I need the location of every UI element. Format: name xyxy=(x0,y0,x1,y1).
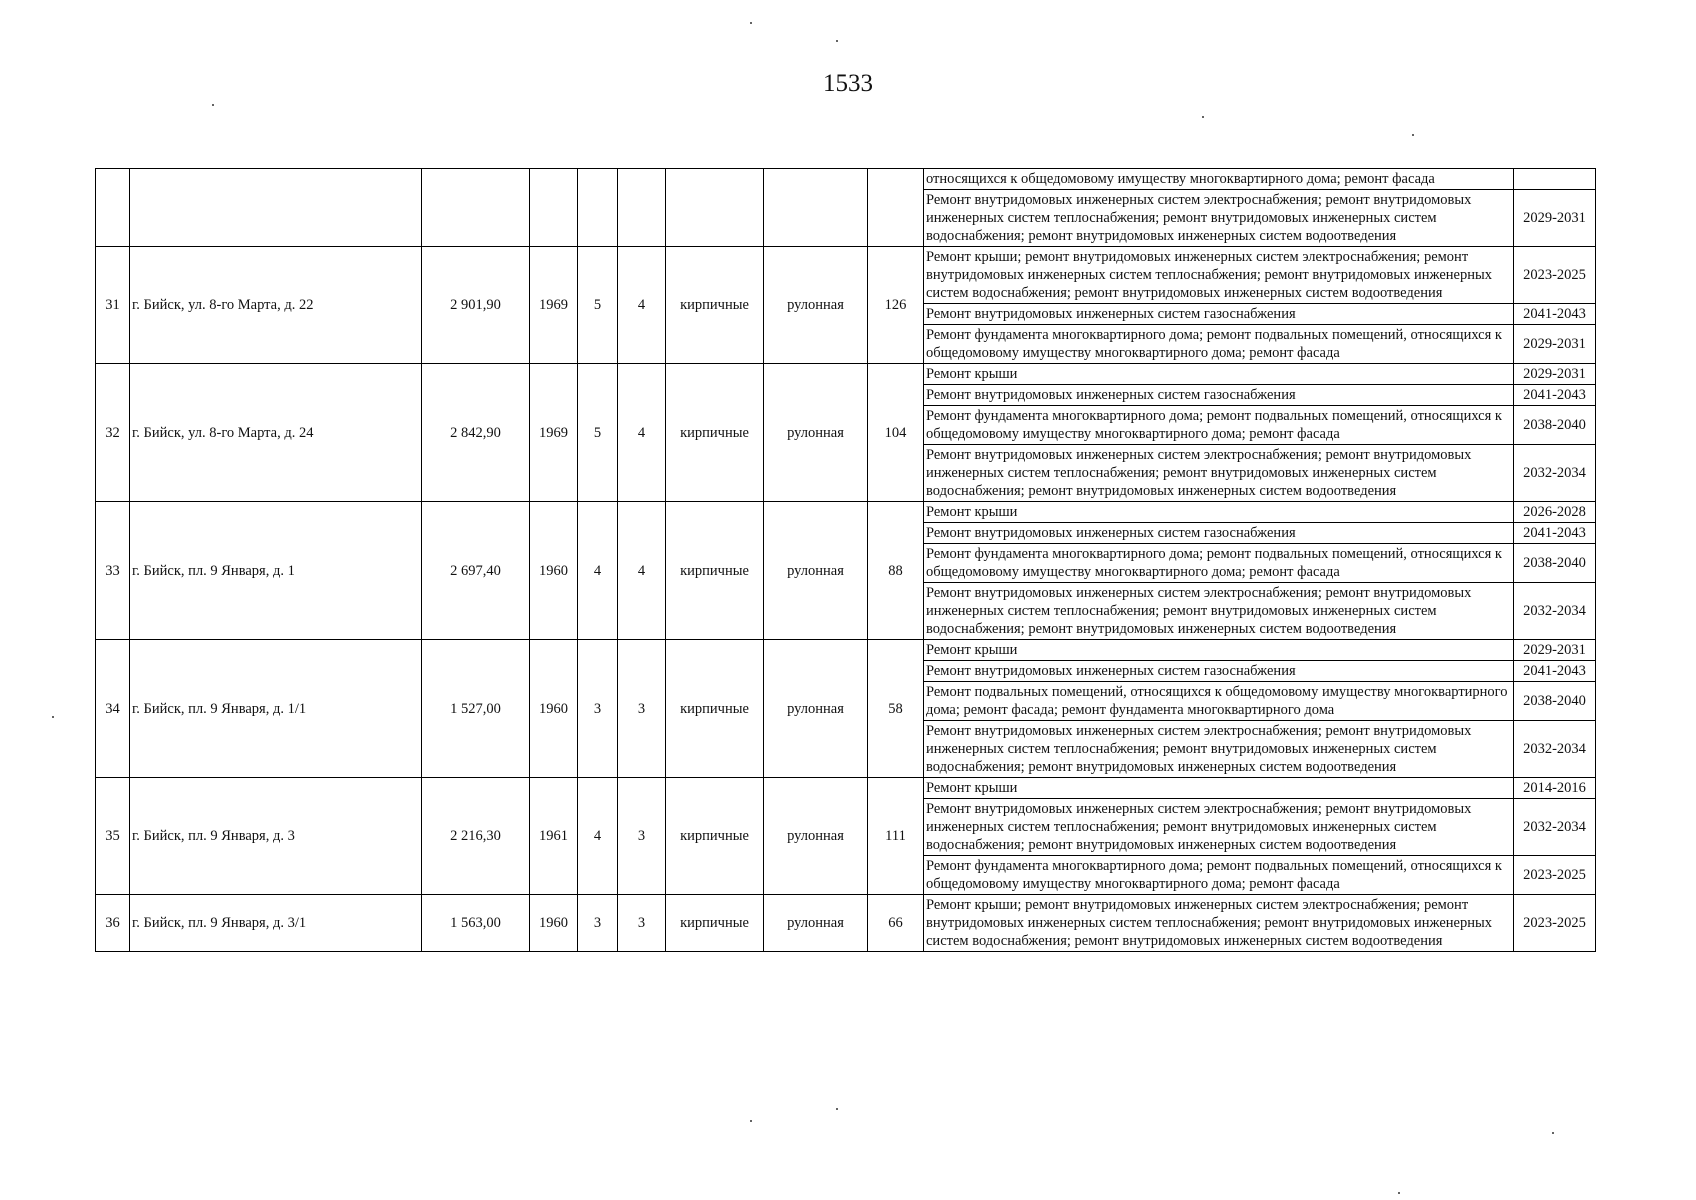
cell-entrances xyxy=(618,169,666,247)
cell-work: Ремонт внутридомовых инженерных систем электроснабжения; ремонт внутридомовых инженерных систем теплоснабжения; ремонт внутридомовых инженерных систем водоснабжения; ремонт внутридомовых инженерных систем водоотведения xyxy=(924,190,1514,247)
cell-period: 2026-2028 xyxy=(1514,502,1596,523)
cell-address: г. Бийск, ул. 8-го Марта, д. 24 xyxy=(130,364,422,502)
table-row xyxy=(96,502,1596,523)
cell-address: г. Бийск, ул. 8-го Марта, д. 22 xyxy=(130,247,422,364)
cell-address: г. Бийск, пл. 9 Января, д. 3/1 xyxy=(130,895,422,952)
cell-period: 2041-2043 xyxy=(1514,385,1596,406)
cell-area: 2 842,90 xyxy=(422,364,530,502)
cell-roof: рулонная xyxy=(764,247,868,364)
cell-floors: 3 xyxy=(578,640,618,778)
cell-work: Ремонт фундамента многоквартирного дома; ремонт подвальных помещений, относящихся к общедомовому имуществу многоквартирного дома; ремонт фасада xyxy=(924,544,1514,583)
cell-year: 1960 xyxy=(530,502,578,640)
cell-year: 1969 xyxy=(530,364,578,502)
cell-num: 33 xyxy=(96,502,130,640)
cell-work: Ремонт крыши xyxy=(924,778,1514,799)
cell-period: 2041-2043 xyxy=(1514,661,1596,682)
cell-area: 1 527,00 xyxy=(422,640,530,778)
cell-walls xyxy=(666,169,764,247)
cell-work: Ремонт внутридомовых инженерных систем газоснабжения xyxy=(924,661,1514,682)
cell-residents: 58 xyxy=(868,640,924,778)
cell-work: Ремонт подвальных помещений, относящихся к общедомовому имуществу многоквартирного дома; ремонт фасада; ремонт фундамента многоквартирного дома xyxy=(924,682,1514,721)
cell-work: относящихся к общедомовому имуществу многоквартирного дома; ремонт фасада xyxy=(924,169,1514,190)
cell-entrances: 3 xyxy=(618,640,666,778)
cell-period: 2014-2016 xyxy=(1514,778,1596,799)
cell-period: 2041-2043 xyxy=(1514,304,1596,325)
cell-walls: кирпичные xyxy=(666,640,764,778)
page-number: 1533 xyxy=(823,70,873,97)
cell-area: 2 216,30 xyxy=(422,778,530,895)
cell-entrances: 4 xyxy=(618,247,666,364)
cell-address: г. Бийск, пл. 9 Января, д. 3 xyxy=(130,778,422,895)
cell-roof: рулонная xyxy=(764,895,868,952)
cell-work: Ремонт внутридомовых инженерных систем электроснабжения; ремонт внутридомовых инженерных систем теплоснабжения; ремонт внутридомовых инженерных систем водоснабжения; ремонт внутридомовых инженерных систем водоотведения xyxy=(924,721,1514,778)
cell-entrances: 4 xyxy=(618,364,666,502)
cell-year: 1969 xyxy=(530,247,578,364)
cell-work: Ремонт фундамента многоквартирного дома; ремонт подвальных помещений, относящихся к общедомовому имуществу многоквартирного дома; ремонт фасада xyxy=(924,325,1514,364)
scan-speck xyxy=(750,22,752,24)
scan-speck xyxy=(1202,116,1204,118)
cell-work: Ремонт внутридомовых инженерных систем газоснабжения xyxy=(924,304,1514,325)
cell-roof: рулонная xyxy=(764,364,868,502)
cell-residents: 104 xyxy=(868,364,924,502)
cell-residents: 126 xyxy=(868,247,924,364)
cell-num: 34 xyxy=(96,640,130,778)
cell-area: 1 563,00 xyxy=(422,895,530,952)
cell-period: 2032-2034 xyxy=(1514,445,1596,502)
scan-speck xyxy=(212,104,214,106)
cell-work: Ремонт внутридомовых инженерных систем электроснабжения; ремонт внутридомовых инженерных систем теплоснабжения; ремонт внутридомовых инженерных систем водоснабжения; ремонт внутридомовых инженерных систем водоотведения xyxy=(924,445,1514,502)
cell-walls: кирпичные xyxy=(666,364,764,502)
cell-period: 2029-2031 xyxy=(1514,325,1596,364)
cell-period: 2038-2040 xyxy=(1514,682,1596,721)
cell-year: 1960 xyxy=(530,895,578,952)
cell-period: 2038-2040 xyxy=(1514,544,1596,583)
cell-floors: 5 xyxy=(578,247,618,364)
cell-period: 2032-2034 xyxy=(1514,721,1596,778)
cell-address: г. Бийск, пл. 9 Января, д. 1/1 xyxy=(130,640,422,778)
cell-walls: кирпичные xyxy=(666,247,764,364)
table-row xyxy=(96,640,1596,661)
cell-num xyxy=(96,169,130,247)
cell-floors: 3 xyxy=(578,895,618,952)
cell-area: 2 901,90 xyxy=(422,247,530,364)
cell-address: г. Бийск, пл. 9 Января, д. 1 xyxy=(130,502,422,640)
cell-period: 2032-2034 xyxy=(1514,799,1596,856)
cell-roof xyxy=(764,169,868,247)
cell-work: Ремонт крыши; ремонт внутридомовых инженерных систем электроснабжения; ремонт внутридомовых инженерных систем теплоснабжения; ремонт внутридомовых инженерных систем водоснабжения; ремонт внутридомовых инженерных систем водоотведения xyxy=(924,247,1514,304)
table-row xyxy=(96,895,1596,952)
cell-entrances: 3 xyxy=(618,778,666,895)
cell-work: Ремонт внутридомовых инженерных систем газоснабжения xyxy=(924,523,1514,544)
cell-work: Ремонт крыши xyxy=(924,364,1514,385)
repair-schedule-table xyxy=(95,168,1596,952)
cell-period: 2041-2043 xyxy=(1514,523,1596,544)
table-row xyxy=(96,778,1596,799)
cell-roof: рулонная xyxy=(764,640,868,778)
cell-work: Ремонт внутридомовых инженерных систем электроснабжения; ремонт внутридомовых инженерных систем теплоснабжения; ремонт внутридомовых инженерных систем водоснабжения; ремонт внутридомовых инженерных систем водоотведения xyxy=(924,799,1514,856)
cell-floors: 5 xyxy=(578,364,618,502)
cell-period: 2023-2025 xyxy=(1514,895,1596,952)
cell-residents: 66 xyxy=(868,895,924,952)
cell-work: Ремонт внутридомовых инженерных систем электроснабжения; ремонт внутридомовых инженерных систем теплоснабжения; ремонт внутридомовых инженерных систем водоснабжения; ремонт внутридомовых инженерных систем водоотведения xyxy=(924,583,1514,640)
table-row xyxy=(96,364,1596,385)
table-row xyxy=(96,247,1596,304)
cell-year: 1960 xyxy=(530,640,578,778)
cell-period: 2023-2025 xyxy=(1514,247,1596,304)
cell-entrances: 3 xyxy=(618,895,666,952)
cell-period: 2029-2031 xyxy=(1514,640,1596,661)
cell-period: 2029-2031 xyxy=(1514,364,1596,385)
cell-floors: 4 xyxy=(578,778,618,895)
cell-walls: кирпичные xyxy=(666,895,764,952)
cell-roof: рулонная xyxy=(764,778,868,895)
scan-speck xyxy=(1412,134,1414,136)
cell-residents: 111 xyxy=(868,778,924,895)
cell-period: 2029-2031 xyxy=(1514,190,1596,247)
cell-period: 2032-2034 xyxy=(1514,583,1596,640)
cell-area: 2 697,40 xyxy=(422,502,530,640)
cell-num: 31 xyxy=(96,247,130,364)
cell-address xyxy=(130,169,422,247)
cell-area xyxy=(422,169,530,247)
cell-residents: 88 xyxy=(868,502,924,640)
cell-num: 32 xyxy=(96,364,130,502)
cell-period: 2023-2025 xyxy=(1514,856,1596,895)
scan-speck xyxy=(52,716,54,718)
cell-year: 1961 xyxy=(530,778,578,895)
cell-walls: кирпичные xyxy=(666,502,764,640)
cell-floors: 4 xyxy=(578,502,618,640)
cell-roof: рулонная xyxy=(764,502,868,640)
table-row xyxy=(96,169,1596,190)
cell-work: Ремонт крыши xyxy=(924,640,1514,661)
table-body xyxy=(96,169,1596,952)
scan-speck xyxy=(1398,1192,1400,1194)
cell-walls: кирпичные xyxy=(666,778,764,895)
cell-num: 36 xyxy=(96,895,130,952)
cell-work: Ремонт крыши; ремонт внутридомовых инженерных систем электроснабжения; ремонт внутридомовых инженерных систем теплоснабжения; ремонт внутридомовых инженерных систем водоснабжения; ремонт внутридомовых инженерных систем водоотведения xyxy=(924,895,1514,952)
cell-work: Ремонт фундамента многоквартирного дома; ремонт подвальных помещений, относящихся к общедомовому имуществу многоквартирного дома; ремонт фасада xyxy=(924,856,1514,895)
cell-work: Ремонт внутридомовых инженерных систем газоснабжения xyxy=(924,385,1514,406)
cell-work: Ремонт крыши xyxy=(924,502,1514,523)
cell-residents xyxy=(868,169,924,247)
cell-entrances: 4 xyxy=(618,502,666,640)
scan-speck xyxy=(836,40,838,42)
cell-work: Ремонт фундамента многоквартирного дома; ремонт подвальных помещений, относящихся к общедомовому имуществу многоквартирного дома; ремонт фасада xyxy=(924,406,1514,445)
scan-speck xyxy=(836,1108,838,1110)
cell-num: 35 xyxy=(96,778,130,895)
cell-period: 2038-2040 xyxy=(1514,406,1596,445)
cell-floors xyxy=(578,169,618,247)
scan-speck xyxy=(750,1120,752,1122)
cell-year xyxy=(530,169,578,247)
cell-period xyxy=(1514,169,1596,190)
scan-speck xyxy=(1552,1132,1554,1134)
